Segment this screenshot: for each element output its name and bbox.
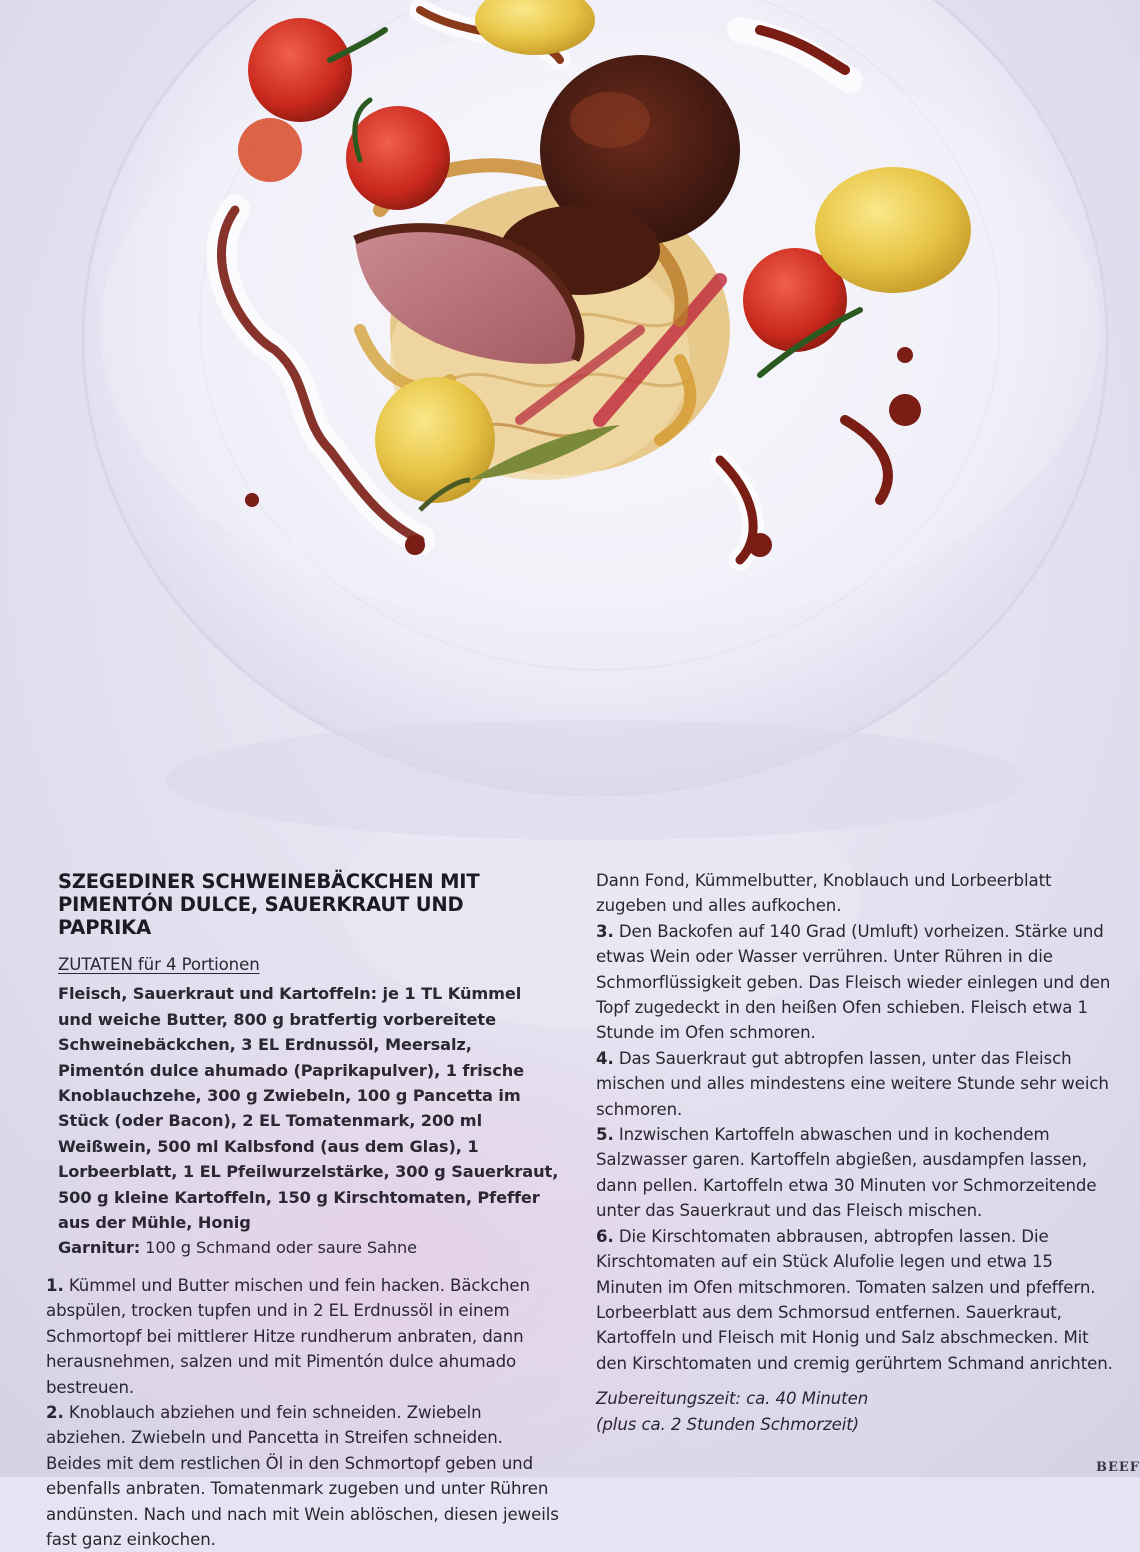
ingredient-group-label: Fleisch, Sauerkraut und Kartoffeln: xyxy=(58,984,378,1004)
left-column xyxy=(44,868,560,1552)
step-text: Knoblauch abziehen und fein schneiden. Zwiebeln abziehen. Zwiebeln und Pancetta in Streifen schneiden. Beides mit dem restlichen Öl in den Schmortopf geben und ebenfalls anbraten. Tomatenmark zugeben und unter Rühren andünsten. Nach und nach mit Wein ablöschen, diesen jeweils fast ganz einkochen. xyxy=(46,1402,559,1549)
recipe-title-line-2: PIMENTÓN DULCE, SAUERKRAUT UND PAPRIKA xyxy=(58,893,464,939)
ingredients-list xyxy=(58,981,560,1260)
step-text: Dann Fond, Kümmelbutter, Knoblauch und Lorbeerblatt zugeben und alles aufkochen. xyxy=(596,871,1052,916)
step-number: 6. xyxy=(596,1226,614,1246)
step-4 xyxy=(596,1046,1122,1122)
preparation-time-line-2: (plus ca. 2 Stunden Schmorzeit) xyxy=(596,1414,860,1434)
step-5 xyxy=(596,1122,1122,1224)
step-2 xyxy=(46,1400,560,1552)
step-text: Kümmel und Butter mischen und fein hacken. Bäckchen abspülen, trocken tupfen und in 2 EL Erdnussöl in einem Schmortopf bei mittlerer Hitze rundherum anbraten, dann herausnehmen, salzen und mit Pimentón dulce ahumado bestreuen. xyxy=(46,1275,530,1397)
ingredient-group-text: 100 g Schmand oder saure Sahne xyxy=(140,1238,418,1258)
recipe-title-line-1: SZEGEDINER SCHWEINEBÄCKCHEN MIT xyxy=(58,870,480,893)
page-corner-label: BEEF xyxy=(1095,1460,1140,1475)
step-text: Die Kirschtomaten abbrausen, abtropfen lassen. Die Kirschtomaten auf ein Stück Alufolie legen und etwa 15 Minuten im Ofen mitschmoren. Tomaten salzen und pfeffern. Lorbeerblatt aus dem Schmorsud entfernen. Sauerkraut, Kartoffeln und Fleisch mit Honig und Salz abschmecken. Mit den Kirschtomaten und cremig gerührtem Schmand anrichten. xyxy=(596,1226,1113,1373)
step-text: Den Backofen auf 140 Grad (Umluft) vorheizen. Stärke und etwas Wein oder Wasser verrühren. Unter Rühren in die Schmorflüssigkeit geben. Das Fleisch wieder einlegen und den Topf zugedeckt in den heißen Ofen schieben. Fleisch etwa 1 Stunde im Ofen schmoren. xyxy=(596,921,1111,1043)
step-number: 4. xyxy=(596,1048,614,1068)
step-number: 3. xyxy=(596,921,614,941)
ingredient-group xyxy=(58,1235,560,1260)
step-2-continued xyxy=(596,868,1122,919)
step-6 xyxy=(596,1224,1122,1376)
right-column xyxy=(596,868,1122,1437)
preparation-time-line-1: Zubereitungszeit: ca. 40 Minuten xyxy=(596,1389,869,1409)
step-number: 1. xyxy=(46,1275,64,1295)
ingredient-group-text: je 1 TL Kümmel und weiche Butter, 800 g bratfertig vorbereitete Schweinebäckchen, 3 EL Erdnussöl, Meersalz, Pimentón dulce ahumado (Paprikapulver), 1 frische Knoblauchzehe, 300 g Zwiebeln, 100 g Pancetta im Stück (oder Bacon), 2 EL Tomatenmark, 200 ml Weißwein, 500 ml Kalbsfond (aus dem Glas), 1 Lorbeerblatt, 1 EL Pfeilwurzelstärke, 300 g Sauerkraut, 500 g kleine Kartoffeln, 150 g Kirschtomaten, Pfeffer aus der Mühle, Honig xyxy=(58,984,559,1233)
preparation-time xyxy=(596,1386,1122,1437)
step-number: 2. xyxy=(46,1402,64,1422)
ingredient-group-label: Garnitur: xyxy=(58,1238,141,1258)
plate-reflection xyxy=(165,720,1025,840)
step-text: Das Sauerkraut gut abtropfen lassen, unter das Fleisch mischen und alles mindestens eine weitere Stunde sehr weich schmoren. xyxy=(596,1048,1109,1119)
ingredients-heading: ZUTATEN für 4 Portionen xyxy=(58,955,260,974)
step-3 xyxy=(596,919,1122,1046)
recipe-title xyxy=(58,870,560,939)
step-1 xyxy=(46,1273,560,1400)
ingredient-group xyxy=(58,981,560,1235)
step-number: 5. xyxy=(596,1125,614,1145)
step-text: Inzwischen Kartoffeln abwaschen und in kochendem Salzwasser garen. Kartoffeln abgießen, ausdampfen lassen, dann pellen. Kartoffeln etwa 30 Minuten vor Schmorzeitende unter das Sauerkraut und das Fleisch mischen. xyxy=(596,1125,1097,1221)
